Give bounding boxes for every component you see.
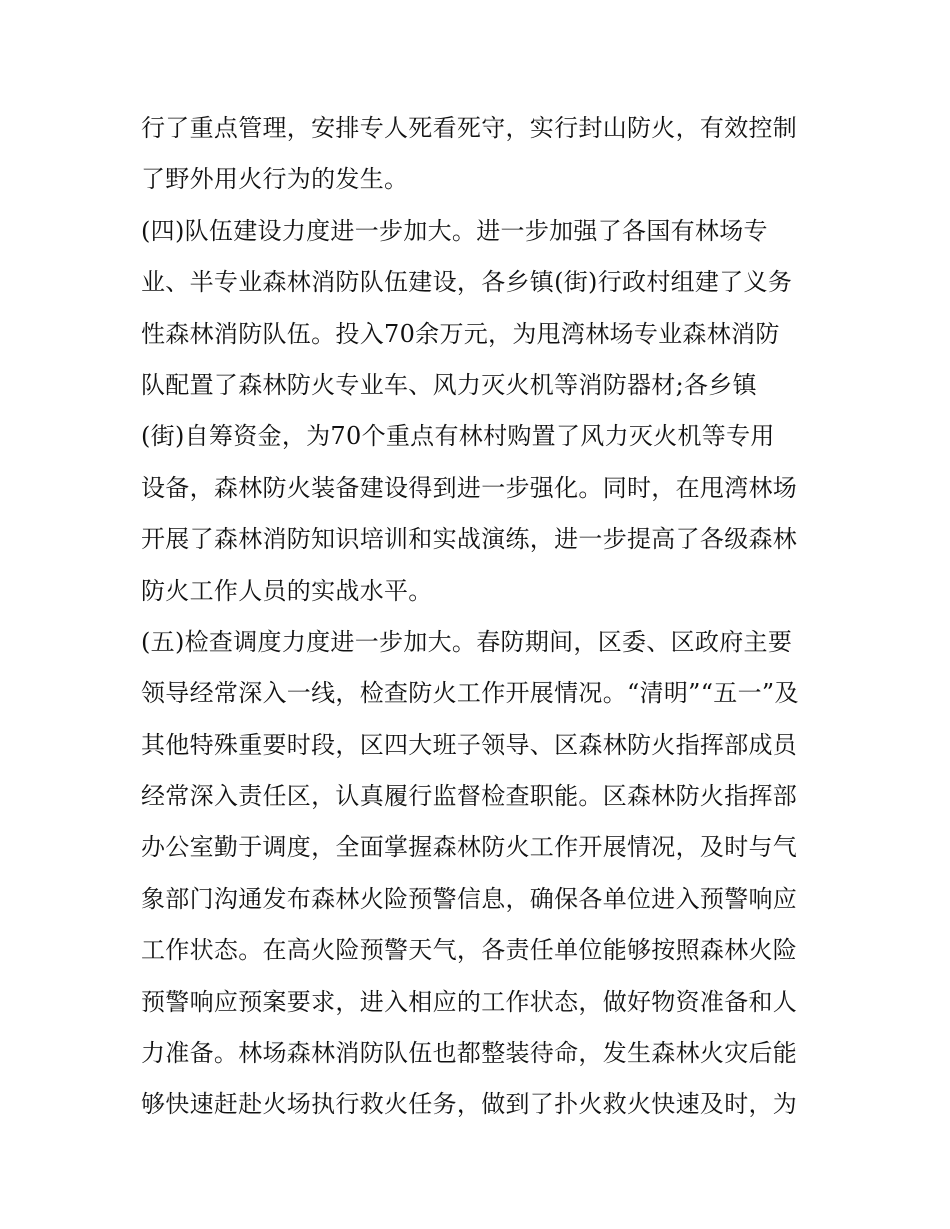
text-line: 力准备。林场森林消防队伍也都整装待命，发生森林火灾后能 xyxy=(141,1039,798,1068)
body-text xyxy=(141,103,831,1131)
text-line: 其他特殊重要时段，区四大班子领导、区森林防火指挥部成员 xyxy=(141,730,798,759)
text-line: 办公室勤于调度，全面掌握森林防火工作开展情况，及时与气 xyxy=(141,833,798,862)
text-line: 开展了森林消防知识培训和实战演练，进一步提高了各级森林 xyxy=(141,525,798,554)
text-line: 了野外用火行为的发生。 xyxy=(141,165,409,194)
text-line: 经常深入责任区，认真履行监督检查职能。区森林防火指挥部 xyxy=(141,782,798,811)
text-line: (四)队伍建设力度进一步加大。进一步加强了各国有林场专 xyxy=(141,216,768,245)
text-line: 设备，森林防火装备建设得到进一步强化。同时，在甩湾林场 xyxy=(141,473,798,502)
text-line: 领导经常深入一线，检查防火工作开展情况。“清明”“五一”及 xyxy=(141,679,799,708)
text-line: 性森林消防队伍。投入70余万元，为甩湾林场专业森林消防 xyxy=(141,319,780,348)
text-line: 工作状态。在高火险预警天气，各责任单位能够按照森林火险 xyxy=(141,936,798,965)
text-line: 够快速赶赴火场执行救火任务，做到了扑火救火快速及时，为 xyxy=(141,1090,798,1119)
text-line: 队配置了森林防火专业车、风力灭火机等消防器材;各乡镇 xyxy=(141,370,757,399)
text-line: 行了重点管理，安排专人死看死守，实行封山防火，有效控制 xyxy=(141,114,798,142)
text-line: 防火工作人员的实战水平。 xyxy=(141,576,433,605)
text-line: (五)检查调度力度进一步加大。春防期间，区委、区政府主要 xyxy=(141,627,793,656)
text-line: (街)自筹资金，为70个重点有林村购置了风力灭火机等专用 xyxy=(141,422,775,451)
text-line: 象部门沟通发布森林火险预警信息，确保各单位进入预警响应 xyxy=(141,884,798,913)
text-line: 预警响应预案要求，进入相应的工作状态，做好物资准备和人 xyxy=(141,987,798,1016)
text-line: 业、半专业森林消防队伍建设，各乡镇(街)行政村组建了义务 xyxy=(141,268,793,297)
